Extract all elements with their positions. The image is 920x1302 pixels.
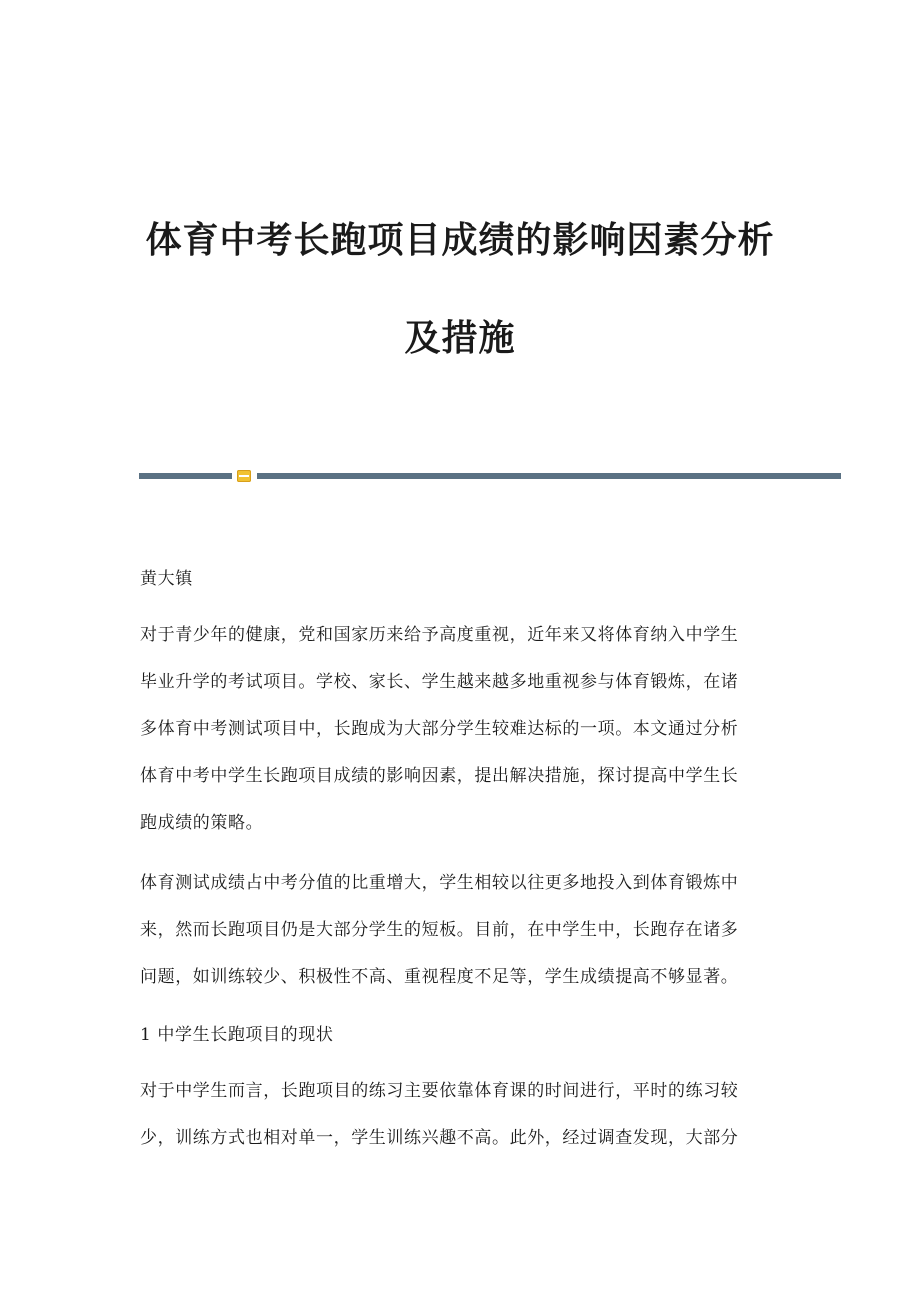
document-title-line-1: 体育中考长跑项目成绩的影响因素分析 — [145, 219, 775, 261]
paragraph-line: 对于青少年的健康，党和国家历来给予高度重视，近年来又将体育纳入中学生 — [140, 625, 739, 645]
paragraph-line: 来，然而长跑项目仍是大部分学生的短板。目前，在中学生中，长跑存在诸多 — [140, 920, 739, 940]
divider-bar-left — [139, 473, 232, 479]
intro-paragraph — [140, 872, 770, 989]
author-name: 黄大镇 — [140, 569, 193, 589]
document-title-line-2: 及措施 — [404, 317, 516, 359]
paragraph-line: 体育中考中学生长跑项目成绩的影响因素，提出解决措施，探讨提高中学生长 — [140, 766, 739, 786]
paragraph-line: 体育测试成绩占中考分值的比重增大，学生相较以往更多地投入到体育锻炼中 — [140, 873, 739, 893]
section1-paragraph — [140, 1080, 770, 1150]
abstract-paragraph — [140, 624, 770, 835]
divider-ornament-icon — [237, 470, 251, 482]
paragraph-line: 对于中学生而言，长跑项目的练习主要依靠体育课的时间进行，平时的练习较 — [140, 1081, 739, 1101]
paragraph-line: 多体育中考测试项目中，长跑成为大部分学生较难达标的一项。本文通过分析 — [140, 719, 739, 739]
paragraph-line: 问题，如训练较少、积极性不高、重视程度不足等，学生成绩提高不够显著。 — [140, 967, 739, 987]
section-heading: 1 中学生长跑项目的现状 — [140, 1025, 334, 1045]
paragraph-line: 跑成绩的策略。 — [140, 813, 264, 833]
paragraph-line: 少，训练方式也相对单一，学生训练兴趣不高。此外，经过调查发现，大部分 — [140, 1128, 739, 1148]
divider-bar-right — [257, 473, 841, 479]
title-divider — [139, 468, 841, 484]
paragraph-line: 毕业升学的考试项目。学校、家长、学生越来越多地重视参与体育锻炼，在诸 — [140, 672, 739, 692]
